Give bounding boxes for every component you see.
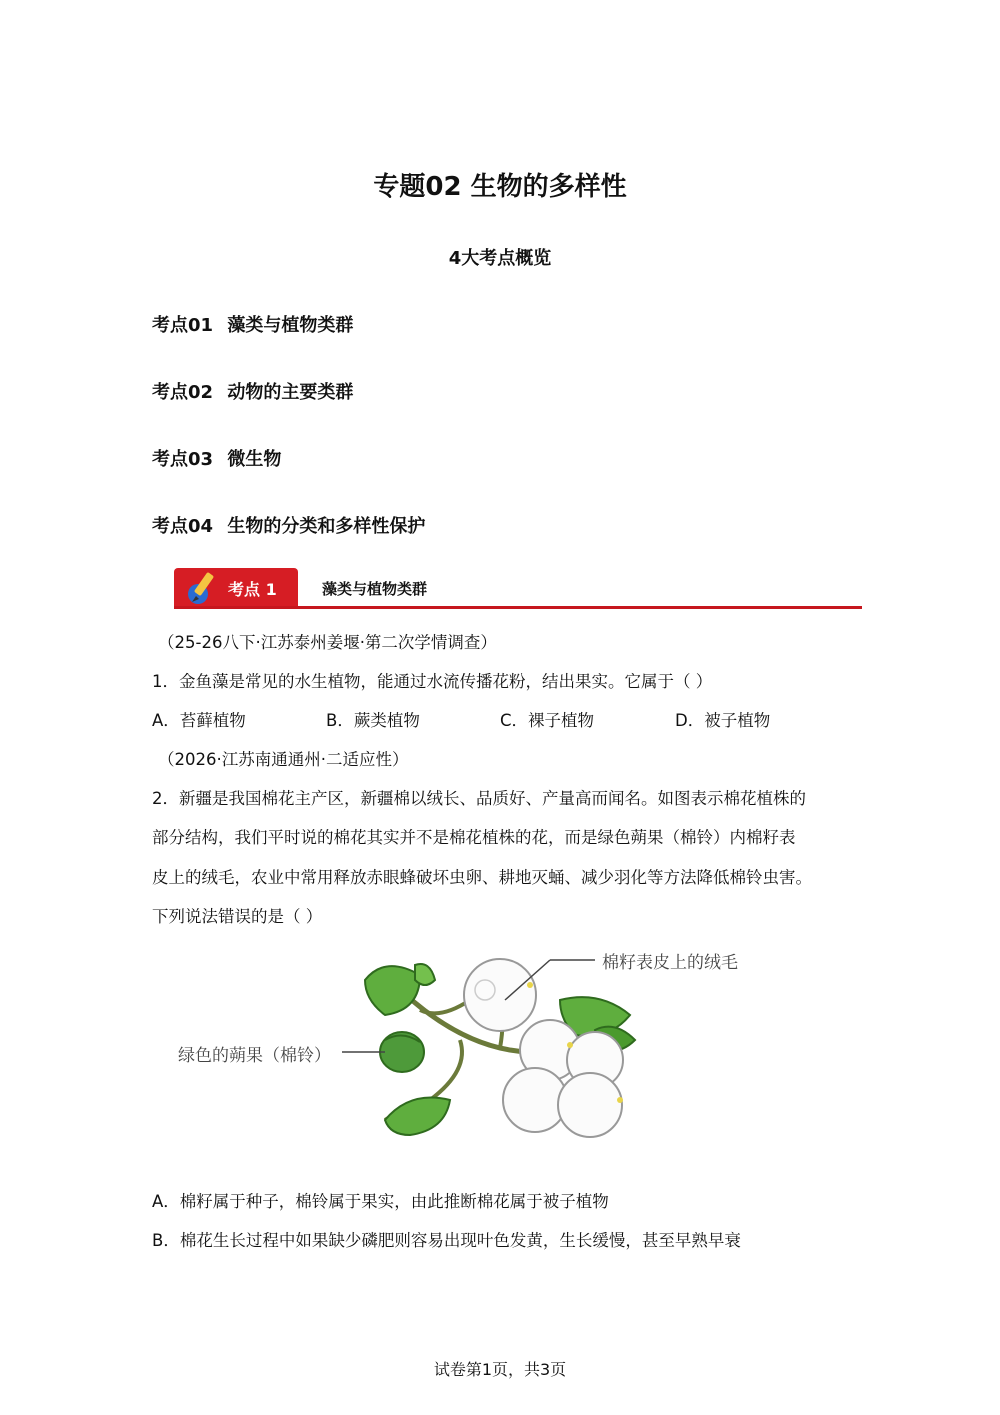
topic-name: 微生物	[227, 449, 282, 470]
topic-name: 藻类与植物类群	[227, 315, 354, 336]
topic-label: 考点02	[152, 382, 214, 403]
page-footer: 试卷第1页，共3页	[433, 1360, 567, 1379]
topic-item-3	[152, 445, 281, 471]
topic-label: 考点04	[152, 516, 214, 537]
topic-label: 考点03	[152, 449, 214, 470]
overview-heading: 4大考点概览	[448, 248, 552, 269]
topic-name: 生物的分类和多样性保护	[227, 516, 426, 537]
topic-item-1	[152, 311, 353, 337]
page-title: 专题02 生物的多样性	[373, 172, 627, 202]
topic-name: 动物的主要类群	[227, 382, 354, 403]
q2-source: （2026·江苏南通通州·二适应性）	[158, 750, 409, 769]
pencil-icon	[186, 570, 218, 611]
q1-option-c[interactable]: C．裸子植物	[500, 711, 595, 730]
section-title: 藻类与植物类群	[322, 580, 428, 598]
q2-stem-line-1: 2．新疆是我国棉花主产区，新疆棉以绒长、品质好、产量高而闻名。如图表示棉花植株的	[152, 789, 806, 808]
section-divider	[174, 606, 862, 609]
q1-stem: 1．金鱼藻是常见的水生植物，能通过水流传播花粉，结出果实。它属于（ ）	[152, 672, 713, 691]
q2-stem-line-2: 部分结构，我们平时说的棉花其实并不是棉花植株的花，而是绿色蒴果（棉铃）内棉籽表	[152, 828, 796, 847]
q2-stem-line-4: 下列说法错误的是（ ）	[152, 907, 323, 926]
section-tab-label: 考点 1	[228, 580, 277, 599]
figure-label-boll: 绿色的蒴果（棉铃）	[178, 1046, 331, 1066]
q2-option-b[interactable]: B．棉花生长过程中如果缺少磷肥则容易出现叶色发黄，生长缓慢，甚至早熟早衰	[152, 1231, 741, 1250]
figure-label-fiber: 棉籽表皮上的绒毛	[602, 953, 738, 973]
q1-option-b[interactable]: B．蕨类植物	[326, 711, 420, 730]
q2-option-a[interactable]: A．棉籽属于种子，棉铃属于果实，由此推断棉花属于被子植物	[152, 1192, 609, 1211]
q1-source: （25-26八下·江苏泰州姜堰·第二次学情调查）	[158, 633, 497, 652]
topic-item-2	[152, 378, 353, 404]
topic-label: 考点01	[152, 315, 214, 336]
q2-stem-line-3: 皮上的绒毛，农业中常用释放赤眼蜂破坏虫卵、耕地灭蛹、减少羽化等方法降低棉铃虫害。	[152, 868, 812, 887]
topic-item-4	[152, 512, 425, 538]
q1-option-d[interactable]: D．被子植物	[675, 711, 771, 730]
q1-option-a[interactable]: A．苔藓植物	[152, 711, 246, 730]
